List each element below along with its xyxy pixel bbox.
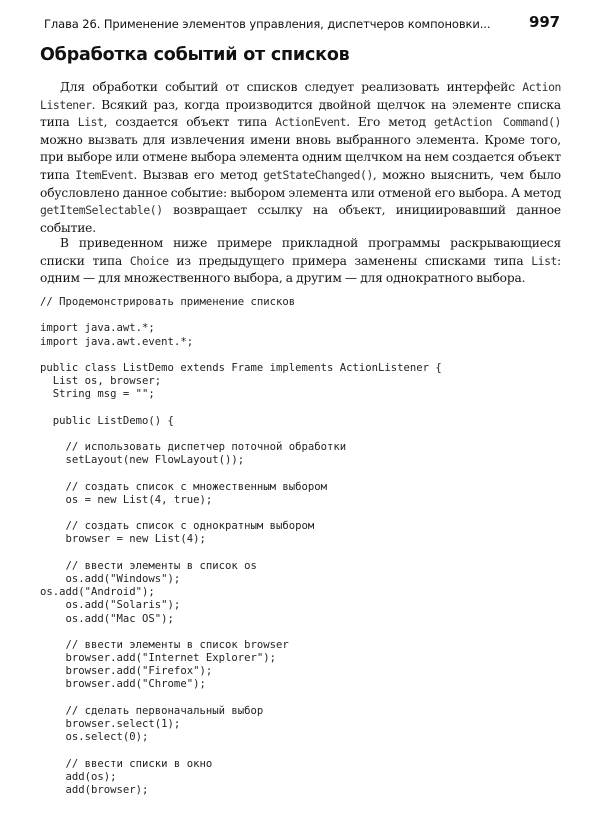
code-line: os.add("Mac OS"); (40, 612, 174, 625)
paragraph-text: , создается объект типа (103, 115, 276, 130)
code-line: add(os); (40, 770, 117, 783)
code-identifier: ActionEvent (275, 115, 347, 130)
paragraph-text: Для обработки событий от списков следует реализовать интерфейс (60, 80, 523, 94)
code-line: // создать список с однократным выбором (40, 520, 315, 533)
section-title: Обработка событий от списков (40, 45, 350, 65)
paragraph-text: можно вызвать для извлечения имени вновь выбранного элемента. Кроме того, при выборе или отмене выбора элемента одним щелчком на нем создается объект типа (40, 132, 561, 182)
code-line: import java.awt.*; (40, 322, 155, 335)
code-identifier: Choice (129, 253, 169, 268)
paragraph-text: возвращает ссылку на объект, инициировавший данное событие. (40, 203, 561, 235)
code-identifier: List (77, 115, 104, 130)
code-line: browser = new List(4); (40, 533, 206, 546)
paragraph-text: из предыдущего примера заменены списками типа (168, 253, 532, 268)
code-line (40, 744, 442, 757)
code-line: String msg = ""; (40, 388, 155, 401)
paragraph-text: : одним — для множественного выбора, а другим — для однократного выбора. (40, 253, 561, 286)
paragraph-text: . Его метод (346, 115, 434, 130)
code-line (40, 402, 442, 415)
code-line (40, 309, 442, 322)
code-line: // сделать первоначальный выбор (40, 704, 264, 717)
code-line: public ListDemo() { (40, 414, 174, 427)
code-line (40, 507, 442, 520)
code-line: // Продемонстрировать применение списков (40, 296, 296, 308)
code-line (40, 547, 442, 560)
code-line: os.add("Android"); (40, 586, 155, 599)
code-identifier: Action Listener (40, 80, 561, 112)
code-identifier: List (531, 253, 558, 268)
paragraph-text: . Вызвав его метод (133, 167, 264, 182)
code-identifier: getItemSelectable() (40, 203, 163, 218)
code-line: // ввести элементы в список browser (40, 638, 289, 651)
paragraph-text: В приведенном ниже примере прикладной программы раскрывающиеся списки типа (40, 236, 561, 268)
code-line (40, 428, 442, 441)
code-identifier: getStateChanged() (263, 167, 373, 182)
code-line: // создать список с множественным выбором (40, 480, 328, 493)
code-line (40, 349, 442, 362)
code-line: add(browser); (40, 783, 149, 796)
code-line: // ввести элементы в список os (40, 559, 257, 572)
paragraph-example-intro (40, 235, 561, 288)
code-line: os.select(0); (40, 731, 149, 744)
page-number: 997 (528, 13, 560, 31)
paragraph-text: . Всякий раз, когда производится двойной щелчок на элементе списка типа (40, 97, 561, 130)
chapter-title: Глава 26. Применение элементов управления, диспетчеров компоновки... (44, 17, 491, 31)
code-identifier: ItemEvent (75, 167, 134, 182)
code-line (40, 626, 442, 639)
code-line: browser.select(1); (40, 718, 181, 730)
running-header (44, 14, 560, 36)
code-line (40, 692, 442, 705)
code-line: os = new List(4, true); (40, 493, 213, 506)
code-identifier: getAction Command() (433, 115, 562, 130)
paragraph-text: , можно выяснить, чем было обусловлено данное событие: выбором элемента или отменой его выбора. А метод (40, 167, 561, 200)
code-line: // ввести списки в окно (40, 757, 213, 770)
code-line: os.add("Solaris"); (40, 599, 181, 612)
code-line (40, 467, 442, 480)
code-line: setLayout(new FlowLayout()); (40, 454, 245, 467)
code-line: browser.add("Internet Explorer"); (40, 652, 276, 665)
code-line: public class ListDemo extends Frame implements ActionListener { (40, 361, 442, 374)
code-listing (40, 296, 442, 797)
code-line: os.add("Windows"); (40, 572, 181, 585)
code-line: browser.add("Chrome"); (40, 678, 206, 691)
paragraph-list-events (40, 79, 561, 237)
code-line: // использовать диспетчер поточной обработки (40, 441, 347, 454)
code-line: import java.awt.event.*; (40, 335, 194, 348)
code-line: List os, browser; (40, 375, 162, 388)
code-line: browser.add("Firefox"); (40, 665, 213, 678)
